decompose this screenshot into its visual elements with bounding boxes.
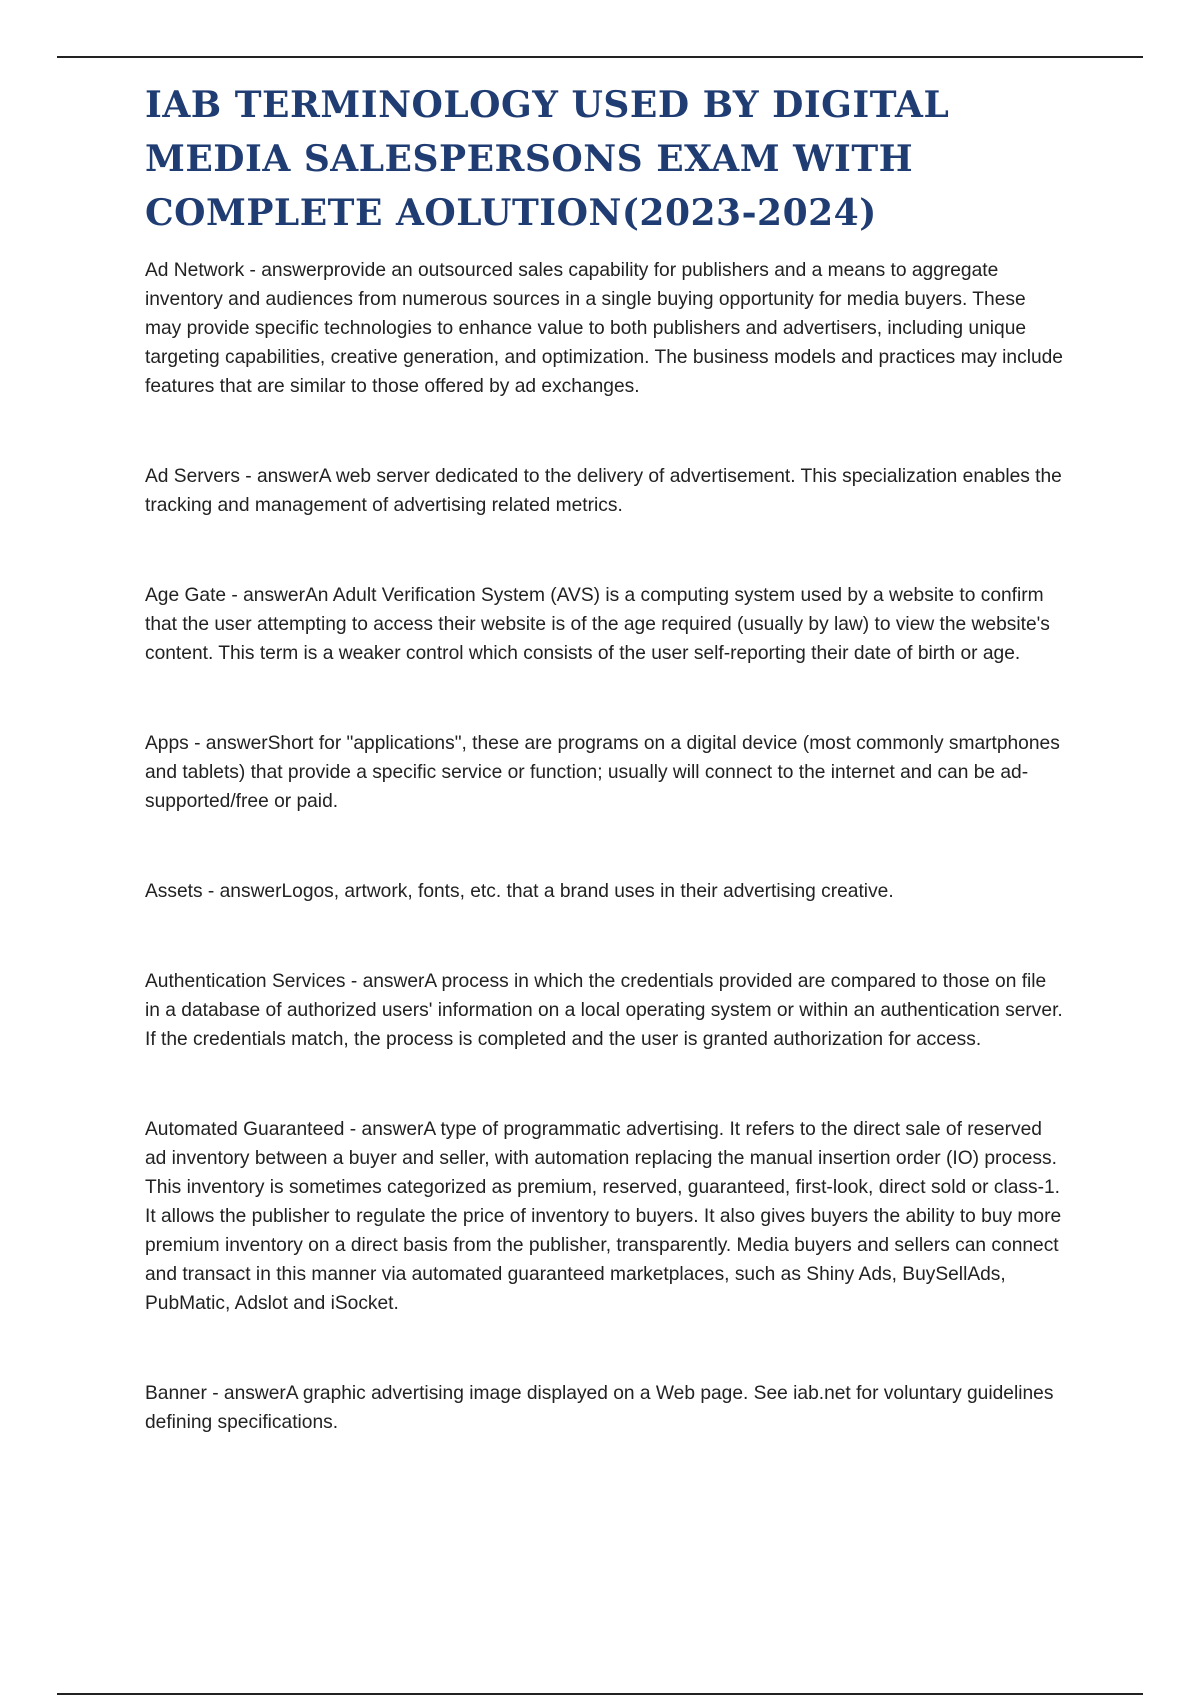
entry-banner: Banner - answerA graphic advertising image displayed on a Web page. See iab.net for voluntary guidelines defining specifications. xyxy=(145,1383,1054,1433)
bottom-rule xyxy=(57,1693,1143,1695)
entry-automated-guaranteed: Automated Guaranteed - answerA type of programmatic advertising. It refers to the direct sale of reserved ad inventory between a buyer and seller, with automation replacing the manual insertion order (IO) process. This inventory is sometimes categorized as premium, reserved, guaranteed, first-look, direct sold or class-1. It allows the publisher to regulate the price of inventory to buyers. It also gives buyers the ability to buy more premium inventory on a direct basis from the publisher, transparently. Media buyers and sellers can connect and transact in this manner via automated guaranteed marketplaces, such as Shiny Ads, BuySellAds, PubMatic, Adslot and iSocket. xyxy=(145,1119,1062,1314)
document-title: IAB TERMINOLOGY USED BY DIGITAL MEDIA SALESPERSONS EXAM WITH COMPLETE AOLUTION(2023-2024) xyxy=(145,84,950,234)
entry-assets: Assets - answerLogos, artwork, fonts, etc. that a brand uses in their advertising creative. xyxy=(145,881,894,902)
entry-ad-servers: Ad Servers - answerA web server dedicated to the delivery of advertisement. This specialization enables the tracking and management of advertising related metrics. xyxy=(145,466,1062,516)
top-rule xyxy=(57,56,1143,58)
glossary-entries xyxy=(145,256,1065,1437)
entry-ad-network: Ad Network - answerprovide an outsourced sales capability for publishers and a means to aggregate inventory and audiences from numerous sources in a single buying opportunity for media buyers. These may provide specific technologies to enhance value to both publishers and advertisers, including unique targeting capabilities, creative generation, and optimization. The business models and practices may include features that are similar to those offered by ad exchanges. xyxy=(145,260,1063,397)
entry-age-gate: Age Gate - answerAn Adult Verification System (AVS) is a computing system used by a website to confirm that the user attempting to access their website is of the age required (usually by law) to view the website's content. This term is a weaker control which consists of the user self-reporting their date of birth or age. xyxy=(145,585,1050,664)
entry-apps: Apps - answerShort for "applications", these are programs on a digital device (most commonly smartphones and tablets) that provide a specific service or function; usually will connect to the internet and can be ad-supported/free or paid. xyxy=(145,733,1060,812)
entry-authentication-services: Authentication Services - answerA process in which the credentials provided are compared to those on file in a database of authorized users' information on a local operating system or within an authentication server. If the credentials match, the process is completed and the user is granted authorization for access. xyxy=(145,971,1063,1050)
